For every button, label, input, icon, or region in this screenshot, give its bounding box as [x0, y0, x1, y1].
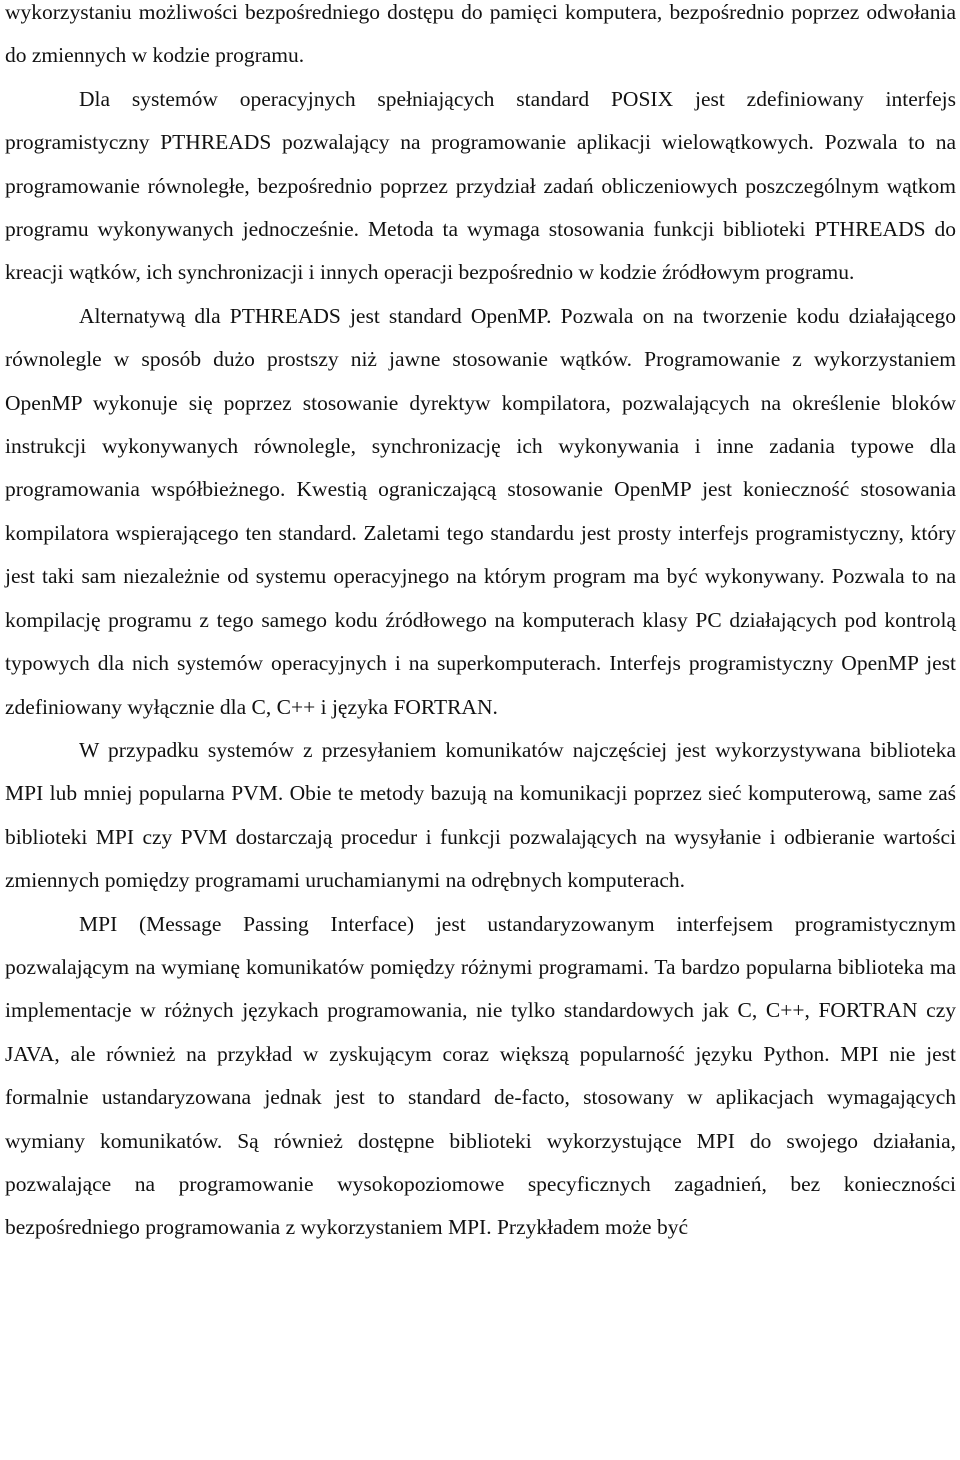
- paragraph-continuation: wykorzystaniu możliwości bezpośredniego dostępu do pamięci komputera, bezpośrednio poprzez odwołania do zmiennych w kodzie programu.: [5, 0, 956, 68]
- paragraph-message-passing: W przypadku systemów z przesyłaniem komunikatów najczęściej jest wykorzystywana biblioteka MPI lub mniej popularna PVM. Obie te metody bazują na komunikacji poprzez sieć komputerową, same zaś biblioteki MPI czy PVM dostarczają procedur i funkcji pozwalających na wysyłanie i odbieranie wartości zmiennych pomiędzy programami uruchamianymi na odrębnych komputerach.: [5, 737, 956, 893]
- paragraph-openmp: Alternatywą dla PTHREADS jest standard OpenMP. Pozwala on na tworzenie kodu działającego równolegle w sposób dużo prostszy niż jawne stosowanie wątków. Programowanie z wykorzystaniem OpenMP wykonuje się poprzez stosowanie dyrektyw kompilatora, pozwalających na określenie bloków instrukcji wykonywanych równolegle, synchronizację ich wykonywania i inne zadania typowe dla programowania współbieżnego. Kwestią ograniczającą stosowanie OpenMP jest konieczność stosowania kompilatora wspierającego ten standard. Zaletami tego standardu jest prosty interfejs programistyczny, który jest taki sam niezależnie od systemu operacyjnego na którym program ma być wykonywany. Pozwala to na kompilację programu z tego samego kodu źródłowego na komputerach klasy PC działających pod kontrolą typowych dla nich systemów operacyjnych i na superkomputerach. Interfejs programistyczny OpenMP jest zdefiniowany wyłącznie dla C, C++ i języka FORTRAN.: [5, 303, 956, 719]
- paragraph-mpi: MPI (Message Passing Interface) jest ustandaryzowanym interfejsem programistycznym pozwalającym na wymianę komunikatów pomiędzy różnymi programami. Ta bardzo popularna biblioteka ma implementacje w różnych językach programowania, nie tylko standardowych jak C, C++, FORTRAN czy JAVA, ale również na przykład w zyskującym coraz większą popularność języku Python. MPI nie jest formalnie ustandaryzowana jednak jest to standard de-facto, stosowany w aplikacjach wymagających wymiany komunikatów. Są również dostępne biblioteki wykorzystujące MPI do swojego działania, pozwalające na programowanie wysokopoziomowe specyficznych zagadnień, bez konieczności bezpośredniego programowania z wykorzystaniem MPI. Przykładem może być: [5, 911, 956, 1240]
- paragraph-pthreads: Dla systemów operacyjnych spełniających standard POSIX jest zdefiniowany interfejs programistyczny PTHREADS pozwalający na programowanie aplikacji wielowątkowych. Pozwala to na programowanie równoległe, bezpośrednio poprzez przydział zadań obliczeniowych poszczególnym wątkom programu wykonywanych jednocześnie. Metoda ta wymaga stosowania funkcji biblioteki PTHREADS do kreacji wątków, ich synchronizacji i innych operacji bezpośrednio w kodzie źródłowym programu.: [5, 86, 956, 285]
